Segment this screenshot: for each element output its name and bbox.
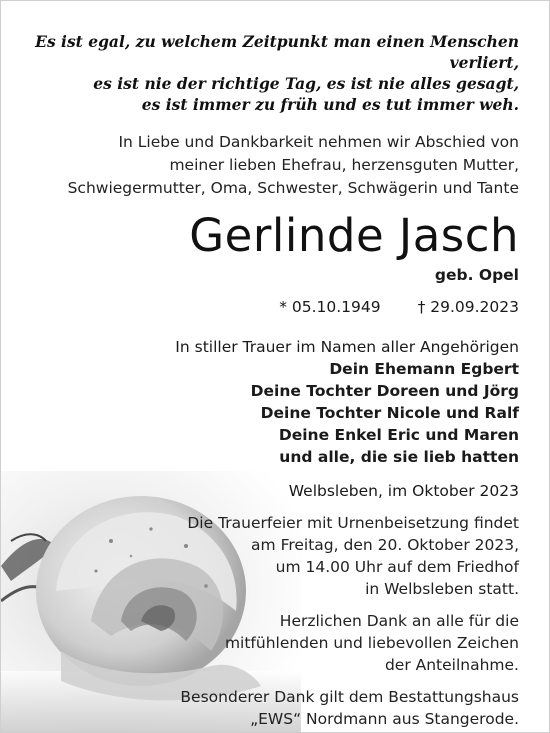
special-thanks-line: Besonderer Dank gilt dem Bestattungshaus (180, 688, 519, 706)
death-date: † 29.09.2023 (417, 298, 519, 316)
life-dates (24, 296, 519, 318)
thanks-line: der Anteilnahme. (384, 656, 519, 674)
intro-text (24, 131, 519, 200)
funeral-line: Die Trauerfeier mit Urnenbeisetzung findet (187, 514, 519, 532)
intro-line: Schwiegermutter, Oma, Schwester, Schwägerin und Tante (67, 179, 519, 197)
mourners-list (24, 336, 519, 468)
maiden-name: geb. Opel (434, 266, 519, 284)
motto-quote (24, 31, 519, 115)
thanks-line: Herzlichen Dank an alle für die (279, 612, 519, 630)
birth-date: * 05.10.1949 (279, 298, 381, 316)
motto-line: es ist immer zu früh und es tut immer weh. (141, 95, 519, 114)
place-date: Welbsleben, im Oktober 2023 (288, 482, 519, 500)
notice-text (24, 31, 519, 730)
special-thanks-line: „EWS“ Nordmann aus Stangerode. (250, 710, 519, 728)
intro-line: meiner lieben Ehefrau, herzensguten Mutter, (169, 156, 519, 174)
motto-line: Es ist egal, zu welchem Zeitpunkt man einen Menschen verliert, (35, 32, 519, 72)
funeral-line: um 14.00 Uhr auf dem Friedhof (275, 558, 519, 576)
mourner-entry: und alle, die sie lieb hatten (279, 448, 519, 466)
mourner-entry: Deine Tochter Nicole und Ralf (260, 404, 519, 422)
thanks-text (24, 610, 519, 676)
thanks-line: mitfühlenden und liebevollen Zeichen (224, 634, 519, 652)
intro-line: In Liebe und Dankbarkeit nehmen wir Abschied von (118, 133, 519, 151)
mourners-lead: In stiller Trauer im Namen aller Angehörigen (175, 338, 519, 356)
mourner-entry: Deine Enkel Eric und Maren (278, 426, 519, 444)
funeral-info (24, 512, 519, 600)
special-thanks-text (24, 686, 519, 730)
mourner-entry: Deine Tochter Doreen und Jörg (250, 382, 519, 400)
funeral-line: am Freitag, den 20. Oktober 2023, (251, 536, 519, 554)
motto-line: es ist nie der richtige Tag, es ist nie alles gesagt, (93, 74, 519, 93)
deceased-name: Gerlinde Jasch (189, 209, 519, 262)
funeral-line: in Welbsleben statt. (365, 580, 519, 598)
mourner-entry: Dein Ehemann Egbert (329, 360, 519, 378)
